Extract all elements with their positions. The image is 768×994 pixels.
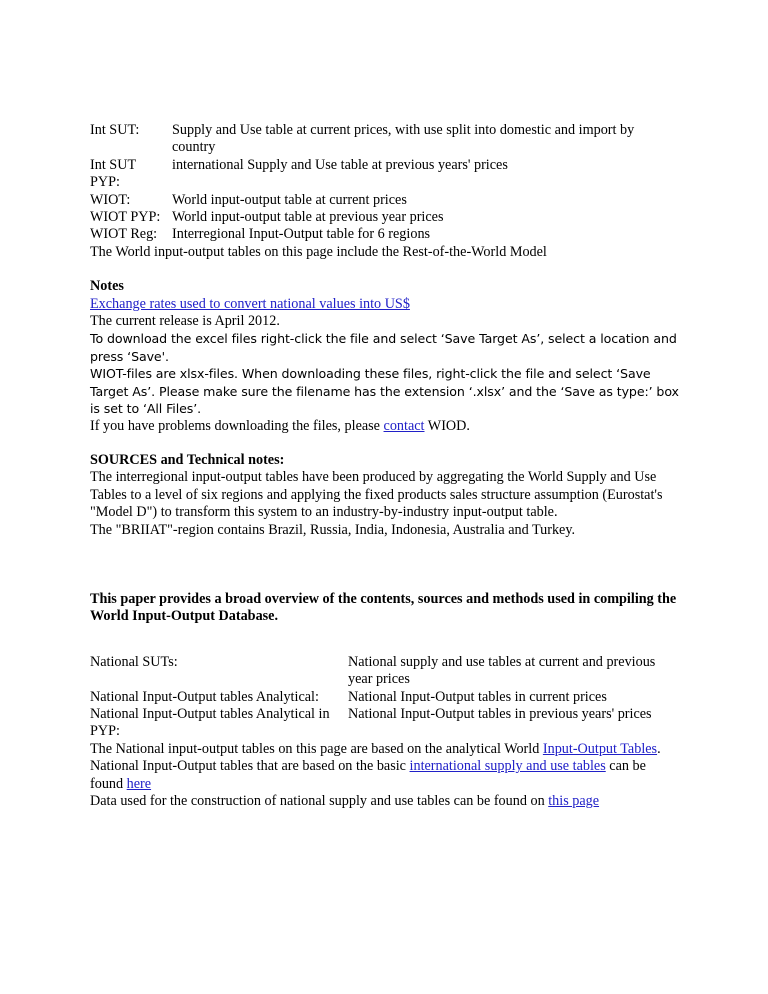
def-term: National Input-Output tables Analytical in PYP: [90, 705, 330, 740]
this-page-link[interactable]: this page [548, 793, 600, 809]
def-term: WIOT Reg: [90, 226, 158, 243]
here-link[interactable]: here [126, 775, 152, 792]
international-sut-link[interactable]: international supply and use tables [409, 758, 606, 775]
xlsx-instructions: WIOT-files are xlsx-files. When downloading these files, right-click the file and select ‘Save Target As’. Please make sure the filename has the extension ‘.xlsx’ and the ‘Save as type:’ box is set to ‘All Files’. [90, 366, 679, 417]
notes-heading: Notes [90, 278, 124, 295]
row-model-note: The World input-output tables on this page include the Rest-of-the-World Model [90, 243, 547, 260]
def-desc: World input-output table at current prices [172, 191, 407, 208]
def-term: WIOT: [90, 191, 131, 208]
document-page [90, 122, 680, 810]
def-desc: World input-output table at previous year prices [172, 209, 444, 226]
release-text: The current release is April 2012. [90, 313, 280, 330]
data-note: Data used for the construction of national supply and use tables can be found on this page [90, 793, 600, 809]
def-desc: Supply and Use table at current prices, with use split into domestic and import by country [172, 122, 635, 156]
sources-heading: SOURCES and Technical notes: [90, 451, 285, 468]
problems-text: If you have problems downloading the files, please contact WIOD. [90, 417, 470, 434]
def-term: WIOT PYP: [90, 209, 161, 226]
national-tables-note: The National input-output tables on this page are based on the analytical World Input-Output Tables. National Input-Output tables that are based on the basic international supply and use tables can be found here [90, 740, 661, 792]
def-desc: National supply and use tables at current and previous year prices [348, 653, 656, 688]
national-definitions [90, 654, 680, 741]
briiat-note: The "BRIIAT"-region contains Brazil, Russia, India, Indonesia, Australia and Turkey. [90, 521, 576, 538]
input-output-tables-link[interactable]: Input-Output Tables [542, 740, 658, 757]
def-term: Int SUT PYP: [90, 156, 136, 191]
paper-overview: This paper provides a broad overview of the contents, sources and methods used in compiling the World Input-Output Database. [90, 590, 677, 625]
contact-link[interactable]: contact [383, 417, 425, 434]
def-desc: Interregional Input-Output table for 6 regions [172, 226, 431, 243]
def-desc: National Input-Output tables in current prices [348, 688, 607, 705]
def-term: Int SUT: [90, 122, 140, 138]
exchange-rates-link[interactable]: Exchange rates used to convert national values into US$ [90, 295, 410, 312]
def-term: National Input-Output tables Analytical: [90, 688, 319, 705]
sources-body: The interregional input-output tables have been produced by aggregating the World Supply and Use Tables to a level of six regions and applying the fixed products sales structure assumption (Eurostat's "Model D") to transform this system to an industry-by-industry input-output table. [90, 469, 663, 521]
def-term: National SUTs: [90, 653, 178, 670]
download-instructions: To download the excel files right-click the file and select ‘Save Target As’, select a location and press ‘Save'. [90, 331, 677, 364]
table-definitions [90, 122, 680, 244]
def-desc: international Supply and Use table at previous years' prices [172, 156, 508, 173]
def-desc: National Input-Output tables in previous years' prices [348, 705, 652, 722]
